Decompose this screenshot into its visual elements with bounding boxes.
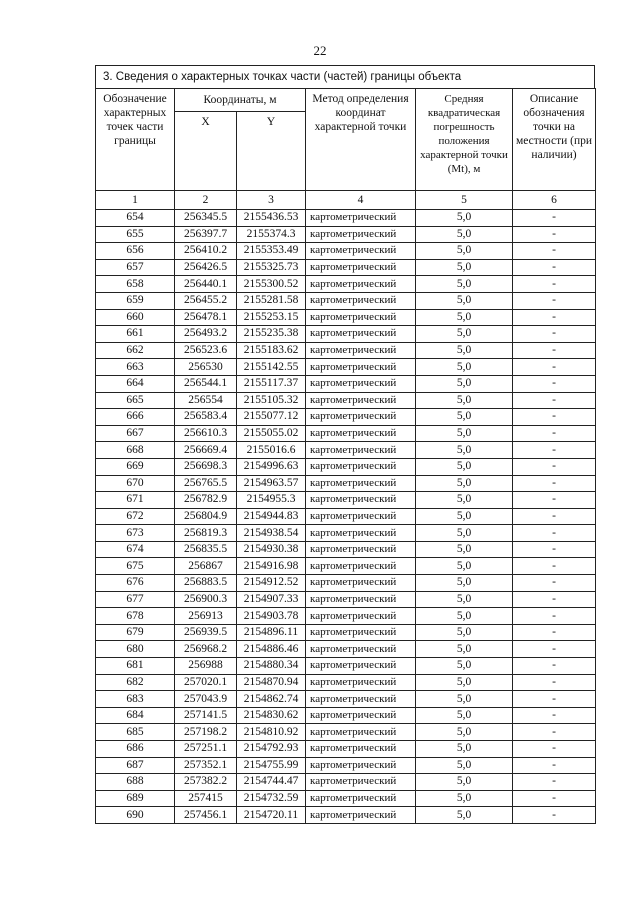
- y-coordinate-cell: 2154744.47: [237, 774, 306, 791]
- y-coordinate-cell: 2155016.6: [237, 442, 306, 459]
- point-number-cell: 690: [96, 807, 175, 824]
- y-coordinate-cell: 2154870.94: [237, 674, 306, 691]
- method-cell: картометрический: [306, 458, 416, 475]
- x-coordinate-cell: 256440.1: [175, 276, 237, 293]
- header-method: Метод определения координат характерной точки: [306, 89, 416, 191]
- boundary-points-sheet: [95, 65, 595, 824]
- method-cell: картометрический: [306, 707, 416, 724]
- method-cell: картометрический: [306, 342, 416, 359]
- method-cell: картометрический: [306, 475, 416, 492]
- error-cell: 5,0: [416, 741, 513, 758]
- point-number-cell: 673: [96, 525, 175, 542]
- x-coordinate-cell: 257352.1: [175, 757, 237, 774]
- error-cell: 5,0: [416, 442, 513, 459]
- y-coordinate-cell: 2154916.98: [237, 558, 306, 575]
- point-number-cell: 660: [96, 309, 175, 326]
- x-coordinate-cell: 256426.5: [175, 259, 237, 276]
- table-row: [96, 674, 596, 691]
- point-number-cell: 688: [96, 774, 175, 791]
- y-coordinate-cell: 2155436.53: [237, 210, 306, 227]
- method-cell: картометрический: [306, 359, 416, 376]
- y-coordinate-cell: 2154810.92: [237, 724, 306, 741]
- table-row: [96, 309, 596, 326]
- table-row: [96, 458, 596, 475]
- header-x: X: [175, 112, 237, 191]
- error-cell: 5,0: [416, 608, 513, 625]
- method-cell: картометрический: [306, 674, 416, 691]
- point-number-cell: 675: [96, 558, 175, 575]
- boundary-points-table: [95, 88, 596, 824]
- error-cell: 5,0: [416, 259, 513, 276]
- error-cell: 5,0: [416, 674, 513, 691]
- table-row: [96, 492, 596, 509]
- method-cell: картометрический: [306, 392, 416, 409]
- y-coordinate-cell: 2154938.54: [237, 525, 306, 542]
- x-coordinate-cell: 256610.3: [175, 425, 237, 442]
- description-cell: -: [513, 757, 596, 774]
- x-coordinate-cell: 256493.2: [175, 326, 237, 343]
- table-row: [96, 575, 596, 592]
- y-coordinate-cell: 2154792.93: [237, 741, 306, 758]
- table-row: [96, 790, 596, 807]
- point-number-cell: 654: [96, 210, 175, 227]
- method-cell: картометрический: [306, 442, 416, 459]
- error-cell: 5,0: [416, 309, 513, 326]
- table-row: [96, 741, 596, 758]
- table-row: [96, 475, 596, 492]
- error-cell: 5,0: [416, 658, 513, 675]
- method-cell: картометрический: [306, 375, 416, 392]
- method-cell: картометрический: [306, 641, 416, 658]
- description-cell: -: [513, 508, 596, 525]
- description-cell: -: [513, 392, 596, 409]
- y-coordinate-cell: 2154755.99: [237, 757, 306, 774]
- description-cell: -: [513, 541, 596, 558]
- header-description: Описание обозначения точки на местности (при наличии): [513, 89, 596, 191]
- description-cell: -: [513, 790, 596, 807]
- column-number: 3: [237, 191, 306, 210]
- error-cell: 5,0: [416, 591, 513, 608]
- y-coordinate-cell: 2155325.73: [237, 259, 306, 276]
- error-cell: 5,0: [416, 326, 513, 343]
- description-cell: -: [513, 741, 596, 758]
- x-coordinate-cell: 256544.1: [175, 375, 237, 392]
- x-coordinate-cell: 257456.1: [175, 807, 237, 824]
- error-cell: 5,0: [416, 691, 513, 708]
- x-coordinate-cell: 257382.2: [175, 774, 237, 791]
- point-number-cell: 661: [96, 326, 175, 343]
- point-number-cell: 659: [96, 292, 175, 309]
- y-coordinate-cell: 2154830.62: [237, 707, 306, 724]
- error-cell: 5,0: [416, 575, 513, 592]
- x-coordinate-cell: 256939.5: [175, 624, 237, 641]
- point-number-cell: 681: [96, 658, 175, 675]
- x-coordinate-cell: 256782.9: [175, 492, 237, 509]
- point-number-cell: 655: [96, 226, 175, 243]
- table-row: [96, 276, 596, 293]
- x-coordinate-cell: 256345.5: [175, 210, 237, 227]
- y-coordinate-cell: 2154732.59: [237, 790, 306, 807]
- table-row: [96, 707, 596, 724]
- y-coordinate-cell: 2154955.3: [237, 492, 306, 509]
- description-cell: -: [513, 425, 596, 442]
- point-number-cell: 680: [96, 641, 175, 658]
- y-coordinate-cell: 2154903.78: [237, 608, 306, 625]
- method-cell: картометрический: [306, 575, 416, 592]
- point-number-cell: 682: [96, 674, 175, 691]
- error-cell: 5,0: [416, 508, 513, 525]
- point-number-cell: 678: [96, 608, 175, 625]
- description-cell: -: [513, 475, 596, 492]
- table-row: [96, 541, 596, 558]
- method-cell: картометрический: [306, 243, 416, 260]
- description-cell: -: [513, 774, 596, 791]
- error-cell: 5,0: [416, 707, 513, 724]
- point-number-cell: 689: [96, 790, 175, 807]
- y-coordinate-cell: 2155117.37: [237, 375, 306, 392]
- y-coordinate-cell: 2155142.55: [237, 359, 306, 376]
- table-row: [96, 243, 596, 260]
- description-cell: -: [513, 292, 596, 309]
- description-cell: -: [513, 641, 596, 658]
- description-cell: -: [513, 342, 596, 359]
- column-number: 4: [306, 191, 416, 210]
- method-cell: картометрический: [306, 807, 416, 824]
- point-number-cell: 684: [96, 707, 175, 724]
- description-cell: -: [513, 492, 596, 509]
- method-cell: картометрический: [306, 226, 416, 243]
- table-row: [96, 210, 596, 227]
- point-number-cell: 669: [96, 458, 175, 475]
- x-coordinate-cell: 256913: [175, 608, 237, 625]
- y-coordinate-cell: 2154996.63: [237, 458, 306, 475]
- y-coordinate-cell: 2155077.12: [237, 409, 306, 426]
- y-coordinate-cell: 2155235.38: [237, 326, 306, 343]
- y-coordinate-cell: 2154880.34: [237, 658, 306, 675]
- x-coordinate-cell: 256455.2: [175, 292, 237, 309]
- point-number-cell: 687: [96, 757, 175, 774]
- column-number: 2: [175, 191, 237, 210]
- method-cell: картометрический: [306, 774, 416, 791]
- method-cell: картометрический: [306, 525, 416, 542]
- point-number-cell: 662: [96, 342, 175, 359]
- point-number-cell: 685: [96, 724, 175, 741]
- table-row: [96, 691, 596, 708]
- header-designation: Обозначение характерных точек части границы: [96, 89, 175, 191]
- method-cell: картометрический: [306, 608, 416, 625]
- method-cell: картометрический: [306, 790, 416, 807]
- table-row: [96, 226, 596, 243]
- point-number-cell: 674: [96, 541, 175, 558]
- method-cell: картометрический: [306, 591, 416, 608]
- table-row: [96, 508, 596, 525]
- point-number-cell: 671: [96, 492, 175, 509]
- error-cell: 5,0: [416, 475, 513, 492]
- x-coordinate-cell: 256669.4: [175, 442, 237, 459]
- header-coordinates: Координаты, м: [175, 89, 306, 112]
- x-coordinate-cell: 257043.9: [175, 691, 237, 708]
- error-cell: 5,0: [416, 409, 513, 426]
- table-row: [96, 342, 596, 359]
- description-cell: -: [513, 259, 596, 276]
- column-number: 1: [96, 191, 175, 210]
- y-coordinate-cell: 2155281.58: [237, 292, 306, 309]
- y-coordinate-cell: 2155055.02: [237, 425, 306, 442]
- method-cell: картометрический: [306, 624, 416, 641]
- table-body: [96, 210, 596, 824]
- point-number-cell: 664: [96, 375, 175, 392]
- error-cell: 5,0: [416, 624, 513, 641]
- point-number-cell: 683: [96, 691, 175, 708]
- error-cell: 5,0: [416, 392, 513, 409]
- x-coordinate-cell: 256478.1: [175, 309, 237, 326]
- point-number-cell: 668: [96, 442, 175, 459]
- error-cell: 5,0: [416, 359, 513, 376]
- error-cell: 5,0: [416, 375, 513, 392]
- table-row: [96, 525, 596, 542]
- table-row: [96, 292, 596, 309]
- y-coordinate-cell: 2154963.57: [237, 475, 306, 492]
- description-cell: -: [513, 575, 596, 592]
- table-row: [96, 658, 596, 675]
- y-coordinate-cell: 2154944.83: [237, 508, 306, 525]
- description-cell: -: [513, 226, 596, 243]
- x-coordinate-cell: 256523.6: [175, 342, 237, 359]
- table-row: [96, 442, 596, 459]
- table-row: [96, 807, 596, 824]
- error-cell: 5,0: [416, 790, 513, 807]
- method-cell: картометрический: [306, 541, 416, 558]
- table-row: [96, 774, 596, 791]
- method-cell: картометрический: [306, 425, 416, 442]
- x-coordinate-cell: 256410.2: [175, 243, 237, 260]
- description-cell: -: [513, 624, 596, 641]
- description-cell: -: [513, 409, 596, 426]
- point-number-cell: 663: [96, 359, 175, 376]
- x-coordinate-cell: 256867: [175, 558, 237, 575]
- y-coordinate-cell: 2154862.74: [237, 691, 306, 708]
- error-cell: 5,0: [416, 243, 513, 260]
- y-coordinate-cell: 2154912.52: [237, 575, 306, 592]
- description-cell: -: [513, 326, 596, 343]
- point-number-cell: 676: [96, 575, 175, 592]
- y-coordinate-cell: 2155183.62: [237, 342, 306, 359]
- y-coordinate-cell: 2155353.49: [237, 243, 306, 260]
- description-cell: -: [513, 674, 596, 691]
- error-cell: 5,0: [416, 425, 513, 442]
- table-row: [96, 392, 596, 409]
- y-coordinate-cell: 2154720.11: [237, 807, 306, 824]
- point-number-cell: 686: [96, 741, 175, 758]
- method-cell: картометрический: [306, 492, 416, 509]
- method-cell: картометрический: [306, 210, 416, 227]
- description-cell: -: [513, 658, 596, 675]
- point-number-cell: 677: [96, 591, 175, 608]
- error-cell: 5,0: [416, 342, 513, 359]
- column-number: 6: [513, 191, 596, 210]
- point-number-cell: 672: [96, 508, 175, 525]
- x-coordinate-cell: 257415: [175, 790, 237, 807]
- error-cell: 5,0: [416, 276, 513, 293]
- error-cell: 5,0: [416, 492, 513, 509]
- point-number-cell: 666: [96, 409, 175, 426]
- point-number-cell: 665: [96, 392, 175, 409]
- point-number-cell: 656: [96, 243, 175, 260]
- x-coordinate-cell: 257020.1: [175, 674, 237, 691]
- description-cell: -: [513, 375, 596, 392]
- error-cell: 5,0: [416, 807, 513, 824]
- description-cell: -: [513, 558, 596, 575]
- y-coordinate-cell: 2154886.46: [237, 641, 306, 658]
- section-title: 3. Сведения о характерных точках части (частей) границы объекта: [95, 65, 595, 88]
- x-coordinate-cell: 256968.2: [175, 641, 237, 658]
- error-cell: 5,0: [416, 641, 513, 658]
- x-coordinate-cell: 256883.5: [175, 575, 237, 592]
- description-cell: -: [513, 525, 596, 542]
- error-cell: 5,0: [416, 210, 513, 227]
- header-y: Y: [237, 112, 306, 191]
- x-coordinate-cell: 256530: [175, 359, 237, 376]
- x-coordinate-cell: 256698.3: [175, 458, 237, 475]
- table-row: [96, 375, 596, 392]
- x-coordinate-cell: 256765.5: [175, 475, 237, 492]
- table-row: [96, 641, 596, 658]
- description-cell: -: [513, 442, 596, 459]
- x-coordinate-cell: 256835.5: [175, 541, 237, 558]
- x-coordinate-cell: 256583.4: [175, 409, 237, 426]
- x-coordinate-cell: 256819.3: [175, 525, 237, 542]
- method-cell: картометрический: [306, 558, 416, 575]
- point-number-cell: 667: [96, 425, 175, 442]
- table-row: [96, 425, 596, 442]
- column-numbers-row: [96, 191, 596, 210]
- description-cell: -: [513, 807, 596, 824]
- description-cell: -: [513, 243, 596, 260]
- description-cell: -: [513, 724, 596, 741]
- table-row: [96, 259, 596, 276]
- x-coordinate-cell: 257141.5: [175, 707, 237, 724]
- method-cell: картометрический: [306, 259, 416, 276]
- description-cell: -: [513, 691, 596, 708]
- error-cell: 5,0: [416, 757, 513, 774]
- method-cell: картометрический: [306, 658, 416, 675]
- table-row: [96, 608, 596, 625]
- column-number: 5: [416, 191, 513, 210]
- error-cell: 5,0: [416, 226, 513, 243]
- y-coordinate-cell: 2154930.38: [237, 541, 306, 558]
- y-coordinate-cell: 2155105.32: [237, 392, 306, 409]
- method-cell: картометрический: [306, 276, 416, 293]
- point-number-cell: 657: [96, 259, 175, 276]
- method-cell: картометрический: [306, 326, 416, 343]
- method-cell: картометрический: [306, 741, 416, 758]
- x-coordinate-cell: 256988: [175, 658, 237, 675]
- x-coordinate-cell: 256554: [175, 392, 237, 409]
- description-cell: -: [513, 591, 596, 608]
- y-coordinate-cell: 2155300.52: [237, 276, 306, 293]
- table-row: [96, 326, 596, 343]
- description-cell: -: [513, 276, 596, 293]
- error-cell: 5,0: [416, 292, 513, 309]
- description-cell: -: [513, 210, 596, 227]
- table-row: [96, 724, 596, 741]
- y-coordinate-cell: 2154907.33: [237, 591, 306, 608]
- error-cell: 5,0: [416, 458, 513, 475]
- method-cell: картометрический: [306, 409, 416, 426]
- header-error: Средняя квадратическая погрешность положения характерной точки (Mt), м: [416, 89, 513, 191]
- error-cell: 5,0: [416, 724, 513, 741]
- description-cell: -: [513, 707, 596, 724]
- table-row: [96, 409, 596, 426]
- point-number-cell: 679: [96, 624, 175, 641]
- table-row: [96, 591, 596, 608]
- method-cell: картометрический: [306, 309, 416, 326]
- x-coordinate-cell: 257198.2: [175, 724, 237, 741]
- error-cell: 5,0: [416, 541, 513, 558]
- method-cell: картометрический: [306, 691, 416, 708]
- x-coordinate-cell: 257251.1: [175, 741, 237, 758]
- method-cell: картометрический: [306, 757, 416, 774]
- method-cell: картометрический: [306, 724, 416, 741]
- y-coordinate-cell: 2155253.15: [237, 309, 306, 326]
- table-header: [96, 89, 596, 210]
- x-coordinate-cell: 256804.9: [175, 508, 237, 525]
- y-coordinate-cell: 2154896.11: [237, 624, 306, 641]
- description-cell: -: [513, 608, 596, 625]
- x-coordinate-cell: 256397.7: [175, 226, 237, 243]
- y-coordinate-cell: 2155374.3: [237, 226, 306, 243]
- table-row: [96, 757, 596, 774]
- table-row: [96, 624, 596, 641]
- description-cell: -: [513, 458, 596, 475]
- table-row: [96, 359, 596, 376]
- x-coordinate-cell: 256900.3: [175, 591, 237, 608]
- method-cell: картометрический: [306, 292, 416, 309]
- page-number: 22: [313, 43, 327, 58]
- method-cell: картометрический: [306, 508, 416, 525]
- description-cell: -: [513, 359, 596, 376]
- description-cell: -: [513, 309, 596, 326]
- error-cell: 5,0: [416, 774, 513, 791]
- error-cell: 5,0: [416, 558, 513, 575]
- error-cell: 5,0: [416, 525, 513, 542]
- table-row: [96, 558, 596, 575]
- point-number-cell: 658: [96, 276, 175, 293]
- point-number-cell: 670: [96, 475, 175, 492]
